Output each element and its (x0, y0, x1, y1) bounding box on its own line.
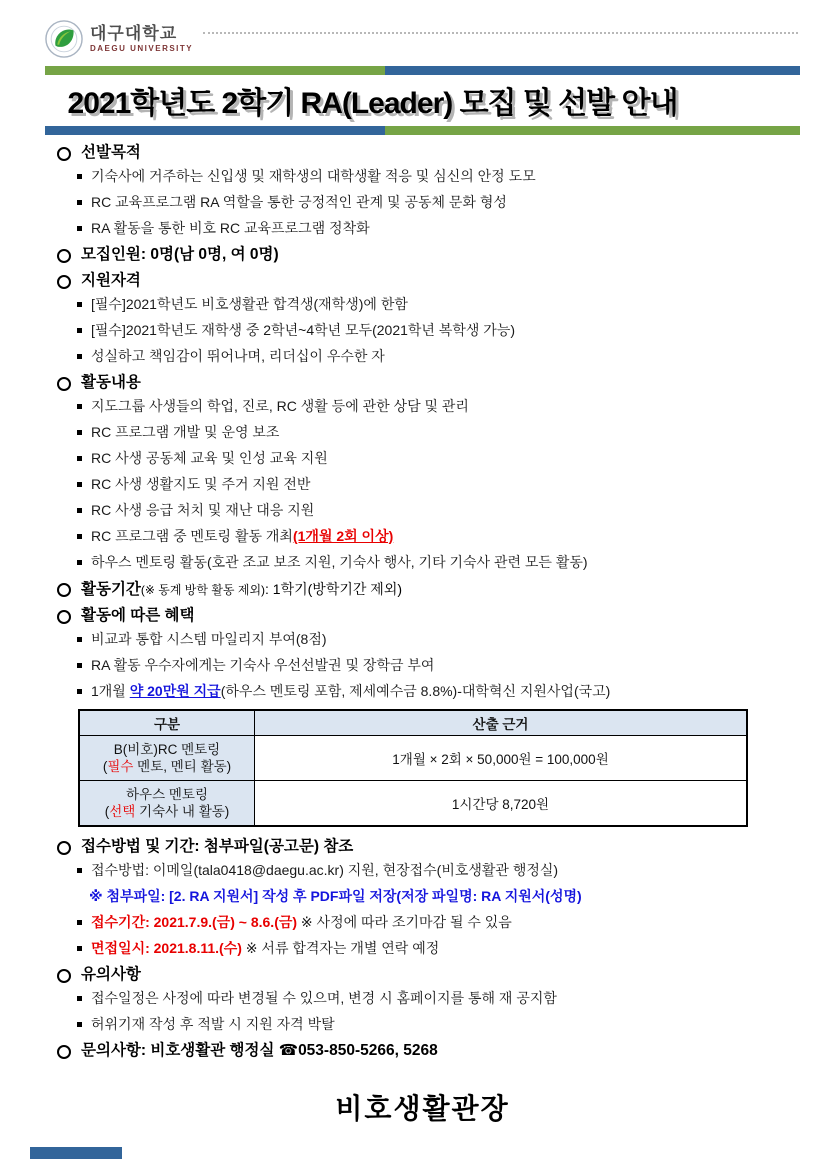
section-heading (45, 608, 800, 624)
circle-marker-icon (57, 377, 71, 391)
line-text (91, 348, 385, 365)
text-segment: 지도그룹 사생들의 학업, 진로, RC 생활 등에 관한 상담 및 관리 (91, 398, 469, 414)
page-title: 2021학년도 2학기 RA(Leader) 모집 및 선발 안내 (67, 87, 678, 120)
square-bullet-icon (77, 663, 82, 668)
text-segment: RC 교육프로그램 RA 역할을 통한 긍정적인 관계 및 공동체 문화 형성 (91, 194, 507, 210)
square-bullet-icon (77, 868, 82, 873)
text-segment: [필수]2021학년도 재학생 중 2학년~4학년 모두(2021학년 복학생 가능) (91, 322, 516, 338)
line-text (91, 1016, 335, 1033)
line-text (91, 424, 279, 441)
text-segment: 유의사항 (81, 966, 141, 983)
bullet-item (45, 322, 800, 339)
line-text (89, 888, 582, 905)
text-segment: 활동에 따른 혜택 (81, 607, 195, 624)
bullet-item (45, 348, 800, 365)
text-segment: B(비호)RC 멘토링 (113, 742, 221, 757)
line-text (91, 683, 610, 700)
text-segment: ※ 사정에 따라 조기마감 될 수 있음 (297, 914, 512, 930)
table-value-cell: 1시간당 8,720원 (255, 781, 748, 827)
title-banner (45, 66, 800, 135)
note-line (45, 888, 800, 905)
bullet-item (45, 631, 800, 648)
circle-marker-icon (57, 249, 71, 263)
square-bullet-icon (77, 200, 82, 205)
text-segment: 기숙사 내 활동) (135, 804, 230, 819)
text-segment: 모집인원: 0명(남 0명, 여 0명) (81, 246, 279, 263)
square-bullet-icon (77, 404, 82, 409)
square-bullet-icon (77, 920, 82, 925)
banner-bar-green-segment (45, 66, 385, 75)
text-segment: 성실하고 책임감이 뛰어나며, 리더십이 우수한 자 (91, 348, 385, 364)
line-text (81, 273, 141, 289)
banner-bar-blue-segment (385, 66, 800, 75)
square-bullet-icon (77, 328, 82, 333)
line-text (81, 375, 141, 391)
line-text (91, 940, 439, 957)
line-text (81, 145, 141, 161)
banner-bottom-bar (45, 126, 800, 135)
line-text (81, 967, 141, 983)
square-bullet-icon (77, 302, 82, 307)
text-segment: (1개월 2회 이상) (292, 528, 394, 544)
circle-marker-icon (57, 1045, 71, 1059)
bullet-item (45, 914, 800, 931)
line-text (81, 1043, 438, 1059)
square-bullet-icon (77, 1022, 82, 1027)
text-segment: : 1학기(방학기간 제외) (265, 581, 403, 597)
line-text (91, 398, 469, 415)
circle-marker-icon (57, 275, 71, 289)
line-text (91, 322, 515, 339)
text-segment: ( (104, 804, 110, 819)
table-column-header: 구분 (79, 710, 255, 736)
header-dotted-rule (203, 32, 798, 34)
text-segment: 접수방법 및 기간: 첨부파일(공고문) 참조 (81, 838, 354, 855)
text-segment: 비교과 통합 시스템 마일리지 부여(8점) (91, 631, 327, 647)
section-heading (45, 375, 800, 391)
line-text (91, 990, 557, 1007)
text-segment: 면접일시: 2021.8.11.(수) (91, 940, 242, 956)
header-logo-row (45, 18, 800, 60)
line-text (81, 839, 353, 855)
university-name-block (90, 25, 193, 53)
square-bullet-icon (77, 430, 82, 435)
text-segment: 지원자격 (81, 272, 141, 289)
table-column-header: 산출 근거 (255, 710, 748, 736)
square-bullet-icon (77, 354, 82, 359)
table-label-cell (79, 781, 255, 827)
text-segment: 활동내용 (81, 374, 141, 391)
footer-accent-bar (30, 1147, 122, 1159)
table-row (79, 781, 747, 827)
table-header-row (79, 710, 747, 736)
square-bullet-icon (77, 996, 82, 1001)
text-segment: ( (102, 759, 108, 774)
text-segment: RC 프로그램 개발 및 운영 보조 (91, 424, 280, 440)
text-segment: 접수기간: 2021.7.9.(금) ~ 8.6.(금) (91, 914, 298, 930)
text-segment: 허위기재 작성 후 적발 시 지원 자격 박탈 (91, 1016, 335, 1032)
bullet-item (45, 450, 800, 467)
circle-marker-icon (57, 841, 71, 855)
bullet-item (45, 424, 800, 441)
text-segment: 활동기간 (81, 581, 141, 598)
text-segment: RC 프로그램 중 멘토링 활동 개최 (91, 528, 293, 544)
bullet-item (45, 194, 800, 211)
university-name-en: DAEGU UNIVERSITY (90, 44, 194, 53)
bullet-item (45, 528, 800, 545)
text-segment: 하우스 멘토링 활동(호관 조교 보조 지원, 기숙사 행사, 기타 기숙사 관련 모든 활동) (91, 554, 588, 570)
text-segment: ※ 첨부파일: [2. RA 지원서] 작성 후 PDF파일 저장(저장 파일명: RA 지원서(성명) (89, 888, 582, 904)
bullet-item (45, 476, 800, 493)
text-segment: RA 활동을 통한 비호 RC 교육프로그램 정착화 (91, 220, 370, 236)
university-seal-icon (45, 20, 83, 58)
calculation-table (78, 709, 748, 827)
banner-top-bar (45, 66, 800, 75)
bullet-item (45, 398, 800, 415)
text-segment: RC 사생 공동체 교육 및 인성 교육 지원 (91, 450, 328, 466)
line-text (91, 914, 512, 931)
circle-marker-icon (57, 147, 71, 161)
line-text (91, 554, 588, 571)
square-bullet-icon (77, 174, 82, 179)
line-text (91, 631, 327, 648)
text-segment: 선발목적 (81, 144, 141, 161)
bullet-item (45, 657, 800, 674)
square-bullet-icon (77, 456, 82, 461)
line-text (81, 581, 402, 598)
square-bullet-icon (77, 508, 82, 513)
bullet-item (45, 1016, 800, 1033)
text-segment: 문의사항: 비호생활관 행정실 ☎053-850-5266, 5268 (81, 1042, 438, 1059)
table-value-cell: 1개월 × 2회 × 50,000원 = 100,000원 (255, 736, 748, 781)
text-segment: 멘토, 멘티 활동) (133, 759, 232, 774)
bullet-item (45, 940, 800, 957)
table-row (79, 736, 747, 781)
doc-body (45, 145, 800, 1059)
square-bullet-icon (77, 226, 82, 231)
bullet-item (45, 990, 800, 1007)
line-text (81, 247, 279, 263)
circle-marker-icon (57, 583, 71, 597)
bullet-item (45, 296, 800, 313)
section-heading (45, 145, 800, 161)
text-segment: 기숙사에 거주하는 신입생 및 재학생의 대학생활 적응 및 심신의 안정 도모 (91, 168, 536, 184)
line-text (91, 450, 328, 467)
text-segment: RC 사생 응급 처치 및 재난 대응 지원 (91, 502, 315, 518)
line-text (91, 476, 310, 493)
text-segment: [필수]2021학년도 비호생활관 합격생(재학생)에 한함 (91, 296, 408, 312)
section-heading (45, 247, 800, 263)
line-text (91, 168, 536, 185)
bullet-item (45, 683, 800, 700)
bullet-item (45, 220, 800, 237)
table-label-cell (79, 736, 255, 781)
circle-marker-icon (57, 610, 71, 624)
section-heading (45, 273, 800, 289)
section-heading (45, 581, 800, 598)
text-segment: 하우스 멘토링 (126, 787, 208, 802)
bullet-item (45, 862, 800, 879)
section-heading (45, 967, 800, 983)
line-text (91, 528, 393, 545)
line-text (91, 296, 408, 313)
bullet-item (45, 168, 800, 185)
signature-title: 비호생활관장 (335, 1093, 510, 1124)
text-segment: RA 활동 우수자에게는 기숙사 우선선발권 및 장학금 부여 (91, 657, 435, 673)
bullet-item (45, 554, 800, 571)
square-bullet-icon (77, 560, 82, 565)
banner-bar-green-segment (385, 126, 800, 135)
section-heading (45, 839, 800, 855)
bullet-item (45, 502, 800, 519)
text-segment: 접수방법: 이메일(tala0418@daegu.ac.kr) 지원, 현장접수(비호생활관 행정실) (91, 862, 559, 878)
text-segment: RC 사생 생활지도 및 주거 지원 전반 (91, 476, 311, 492)
line-text (91, 502, 314, 519)
text-segment: 필수 (107, 759, 134, 774)
text-segment: 약 20만원 지급 (129, 683, 221, 699)
line-text (91, 220, 370, 237)
line-text (91, 657, 434, 674)
square-bullet-icon (77, 534, 82, 539)
line-text (81, 608, 194, 624)
square-bullet-icon (77, 637, 82, 642)
square-bullet-icon (77, 946, 82, 951)
text-segment: (하우스 멘토링 포함, 제세예수금 8.8%)-대학혁신 지원사업(국고) (220, 683, 611, 699)
text-segment: 1개월 (91, 683, 130, 699)
university-name-kr: 대구대학교 (90, 24, 178, 43)
square-bullet-icon (77, 689, 82, 694)
circle-marker-icon (57, 969, 71, 983)
text-segment: 접수일정은 사정에 따라 변경될 수 있으며, 변경 시 홈페이지를 통해 재 공지함 (91, 990, 557, 1006)
banner-bar-blue-segment (45, 126, 385, 135)
text-segment: (※ 동계 방학 활동 제외) (140, 583, 266, 597)
line-text (91, 862, 558, 879)
square-bullet-icon (77, 482, 82, 487)
line-text (91, 194, 507, 211)
text-segment: ※ 서류 합격자는 개별 연락 예정 (241, 940, 440, 956)
section-heading (45, 1043, 800, 1059)
text-segment: 선택 (109, 804, 136, 819)
